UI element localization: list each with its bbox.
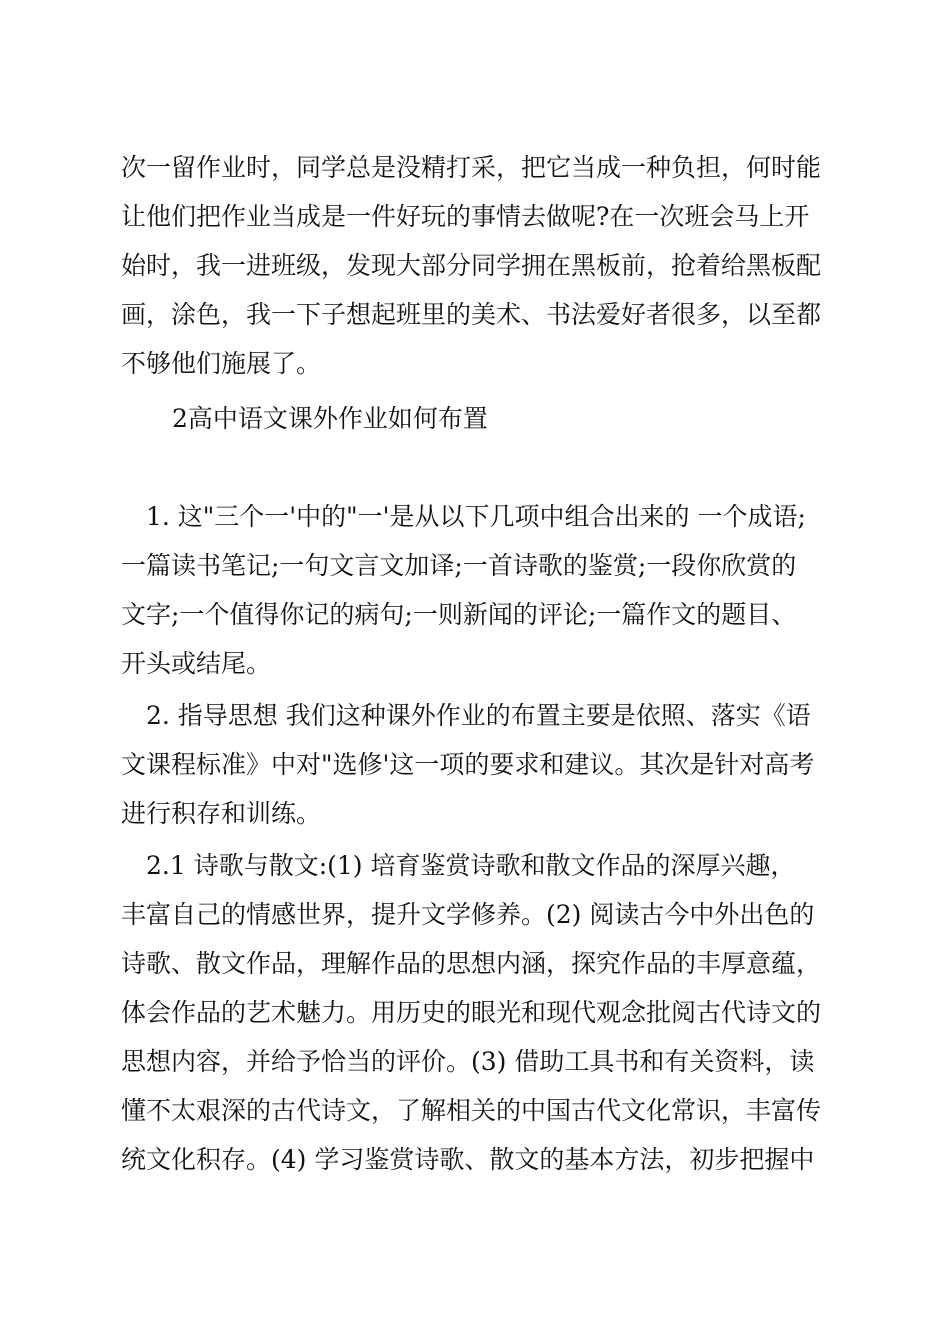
paragraph-line: 次一留作业时，同学总是没精打采，把它当成一种负担，何时能 bbox=[121, 153, 822, 182]
paragraph-line: 进行积存和训练。 bbox=[121, 799, 322, 828]
list-item-line: 1. 这"三个一'中的"一'是从以下几项中组合出来的 一个成语; bbox=[146, 502, 806, 531]
paragraph-line: 画，涂色，我一下子想起班里的美术、书法爱好者很多，以至都 bbox=[121, 300, 822, 329]
paragraph-line: 丰富自己的情感世界，提升文学修养。(2) 阅读古今中外出色的 bbox=[121, 900, 815, 929]
paragraph-line: 一篇读书笔记;一句文言文加译;一首诗歌的鉴赏;一段你欣赏的 bbox=[121, 551, 797, 580]
list-item-line: 2. 指导思想 我们这种课外作业的布置主要是依照、落实《语 bbox=[146, 701, 811, 730]
list-item-line: 2.1 诗歌与散文:(1) 培育鉴赏诗歌和散文作品的深厚兴趣， bbox=[146, 851, 796, 880]
paragraph-line: 不够他们施展了。 bbox=[121, 349, 322, 378]
paragraph-line: 诗歌、散文作品，理解作品的思想内涵，探究作品的丰厚意蕴， bbox=[121, 949, 822, 978]
paragraph-line: 始时，我一进班级，发现大部分同学拥在黑板前，抢着给黑板配 bbox=[121, 251, 822, 280]
paragraph-line: 文字;一个值得你记的病句;一则新闻的评论;一篇作文的题目、 bbox=[121, 600, 797, 629]
paragraph-line: 懂不太艰深的古代诗文，了解相关的中国古代文化常识，丰富传 bbox=[121, 1096, 822, 1125]
paragraph-line: 文课程标准》中对"选修'这一项的要求和建议。其次是针对高考 bbox=[121, 750, 815, 779]
paragraph-line: 统文化积存。(4) 学习鉴赏诗歌、散文的基本方法，初步把握中 bbox=[121, 1145, 815, 1174]
paragraph-line: 体会作品的艺术魅力。用历史的眼光和现代观念批阅古代诗文的 bbox=[121, 998, 822, 1027]
section-heading: 2高中语文课外作业如何布置 bbox=[172, 404, 488, 433]
paragraph-line: 思想内容，并给予恰当的评价。(3) 借助工具书和有关资料，读 bbox=[121, 1047, 815, 1076]
paragraph-line: 让他们把作业当成是一件好玩的事情去做呢?在一次班会马上开 bbox=[121, 202, 810, 231]
paragraph-line: 开头或结尾。 bbox=[121, 649, 272, 678]
